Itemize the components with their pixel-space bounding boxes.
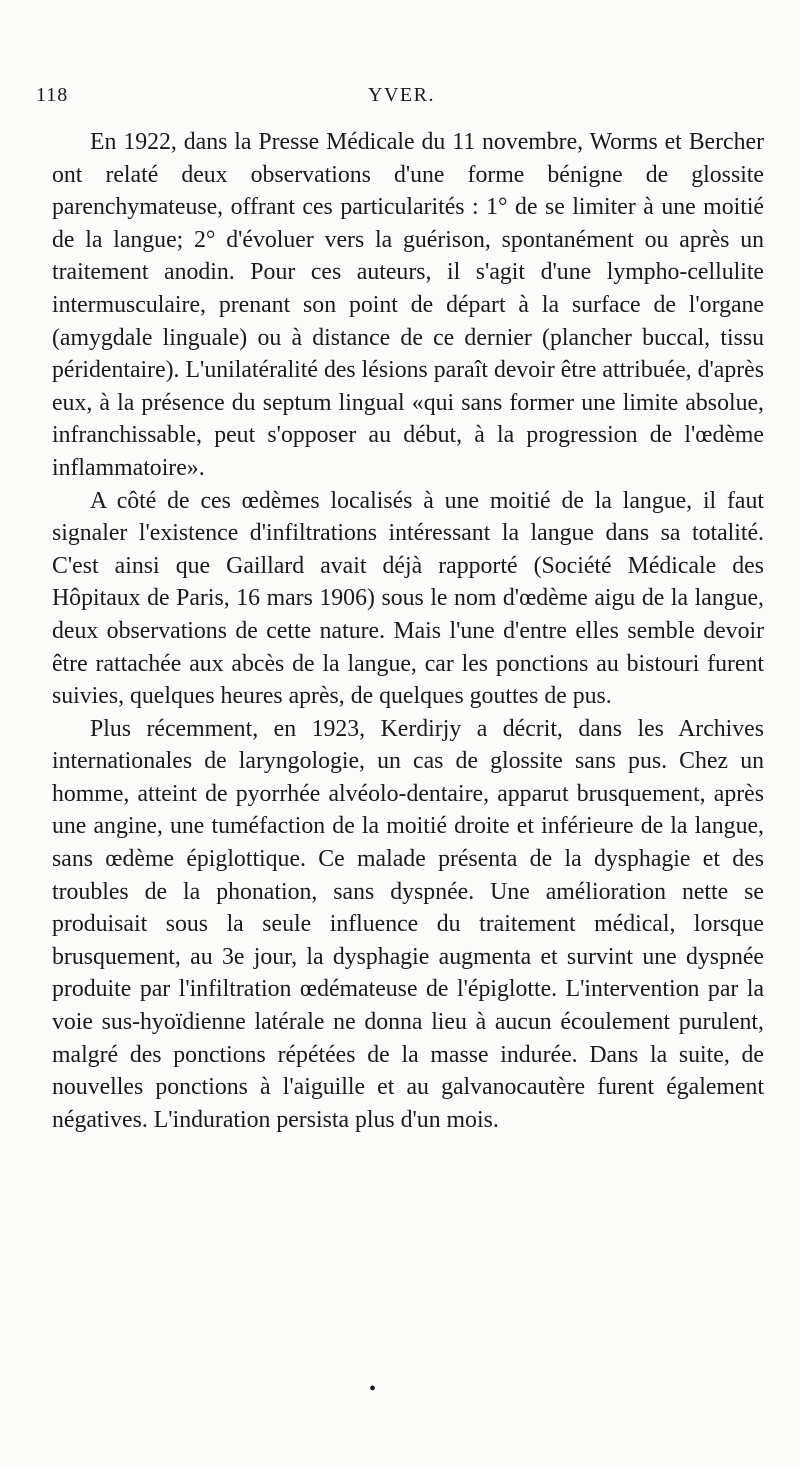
page-number: 118 — [36, 84, 69, 106]
body-text — [52, 126, 764, 1136]
printer-mark: • — [369, 1378, 377, 1400]
paragraph-3: Plus récemment, en 1923, Kerdirjy a décrit, dans les Archives internationales de laryngologie, un cas de glossite sans pus. Chez un homme, atteint de pyorrhée alvéolo-dentaire, apparut brusquement, après une angine, une tuméfaction de la moitié droite et inférieure de la langue, sans œdème épiglottique. Ce malade présenta de la dysphagie et des troubles de la phonation, sans dyspnée. Une amélioration nette se produisait sous la seule influence du traitement médical, lorsque brusquement, au 3e jour, la dysphagie augmenta et survint une dyspnée produite par l'infiltration œdémateuse de l'épiglotte. L'intervention par la voie sus-hyoïdienne latérale ne donna lieu à aucun écoulement purulent, malgré des ponctions répétées de la masse indurée. Dans la suite, de nouvelles ponctions à l'aiguille et au galvanocautère furent également négatives. L'induration persista plus d'un mois. — [52, 715, 764, 1133]
paragraph-2: A côté de ces œdèmes localisés à une moitié de la langue, il faut signaler l'existence d'infiltrations intéressant la langue dans sa totalité. C'est ainsi que Gaillard avait déjà rapporté (Société Médicale des Hôpitaux de Paris, 16 mars 1906) sous le nom d'œdème aigu de la langue, deux observations de cette nature. Mais l'une d'entre elles semble devoir être rattachée aux abcès de la langue, car les ponctions au bistouri furent suivies, quelques heures après, de quelques gouttes de pus. — [52, 487, 764, 710]
page-header — [36, 84, 764, 114]
running-head: YVER. — [368, 84, 435, 106]
paragraph-1: En 1922, dans la Presse Médicale du 11 novembre, Worms et Bercher ont relaté deux observations d'une forme bénigne de glossite parenchymateuse, offrant ces particularités : 1° de se limiter à une moitié de la langue; 2° d'évoluer vers la guérison, spontanément ou après un traitement anodin. Pour ces auteurs, il s'agit d'une lympho-cellulite intermusculaire, prenant son point de départ à la surface de l'organe (amygdale linguale) ou à distance de ce dernier (plancher buccal, tissu péridentaire). L'unilatéralité des lésions paraît devoir être attribuée, d'après eux, à la présence du septum lingual «qui sans former une limite absolue, infranchissable, peut s'opposer au début, à la progression de l'œdème inflammatoire». — [52, 129, 764, 481]
